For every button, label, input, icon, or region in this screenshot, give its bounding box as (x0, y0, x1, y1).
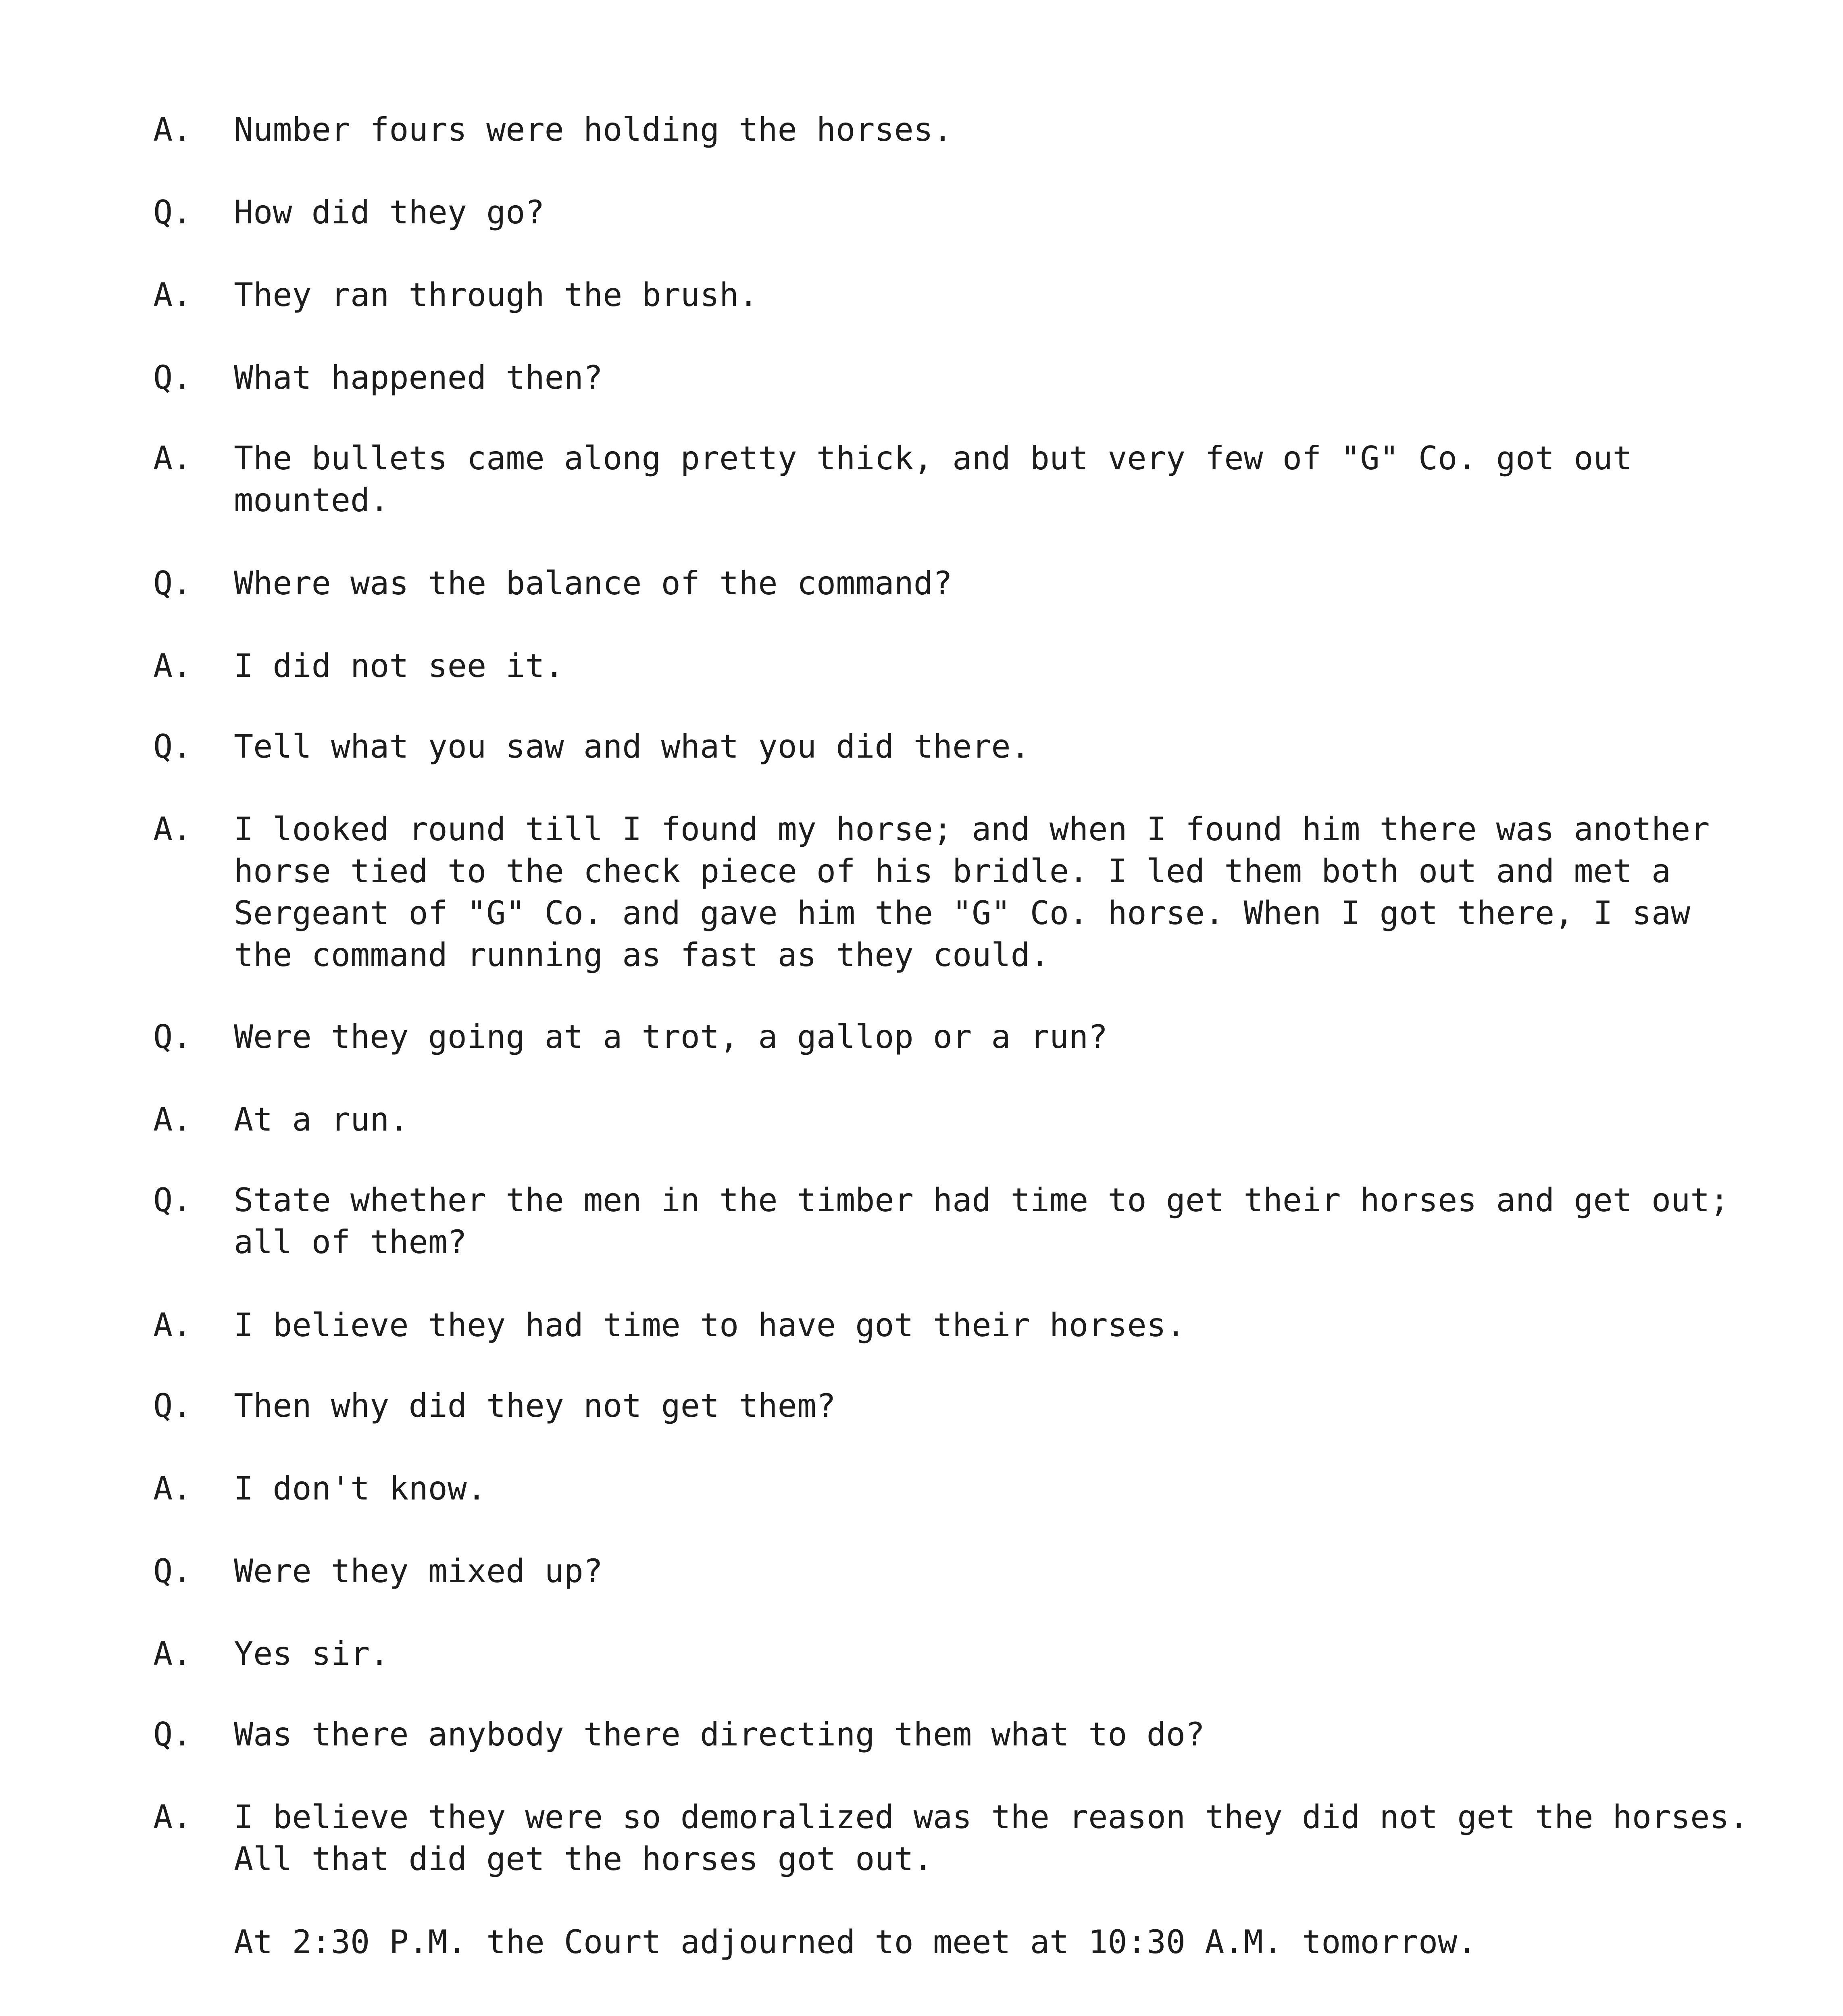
answer-text: They ran through the brush. (234, 276, 758, 314)
qa-entry-12 (153, 1179, 1750, 1263)
qa-entry-19 (153, 1796, 1750, 1880)
speaker-mark: A. (153, 1470, 192, 1507)
qa-entry-4 (153, 357, 1750, 399)
speaker-mark: Q. (153, 564, 192, 602)
qa-entry-16 (153, 1550, 1750, 1592)
question-text: What happened then? (234, 359, 603, 396)
speaker-mark: Q. (153, 1387, 192, 1425)
qa-entry-18 (153, 1714, 1750, 1756)
speaker-mark: A. (153, 111, 192, 148)
answer-text: I don't know. (234, 1470, 487, 1507)
speaker-mark: Q. (153, 1018, 192, 1056)
speaker-mark: A. (153, 439, 192, 477)
speaker-mark: A. (153, 1798, 192, 1836)
question-text: Then why did they not get them? (234, 1387, 836, 1425)
qa-entry-6 (153, 562, 1750, 604)
speaker-mark: A. (153, 810, 192, 848)
speaker-mark: Q. (153, 359, 192, 396)
qa-entry-11 (153, 1099, 1750, 1141)
speaker-mark: A. (153, 1101, 192, 1138)
speaker-mark: Q. (153, 1552, 192, 1590)
adjournment-note: At 2:30 P.M. the Court adjourned to meet at 10:30 A.M. tomorrow. (234, 1923, 1477, 1961)
answer-text: I looked round till I found my horse; and when I found him there was another horse tied to the check piece of his bridle. I led them both out and met a Sergeant of "G" Co. and gave him the "G" Co. horse. When I got there, I saw the command running as fast as they could. (234, 810, 1710, 974)
answer-text: At a run. (234, 1101, 409, 1138)
speaker-mark: A. (153, 647, 192, 685)
speaker-mark: A. (153, 276, 192, 314)
answer-text: Yes sir. (234, 1635, 389, 1672)
question-text: State whether the men in the timber had time to get their horses and get out; all of them? (234, 1181, 1729, 1261)
qa-entry-15 (153, 1468, 1750, 1510)
qa-entry-9 (153, 808, 1750, 976)
answer-text: I did not see it. (234, 647, 564, 685)
qa-entry-3 (153, 274, 1750, 316)
answer-text: Number fours were holding the horses. (234, 111, 953, 148)
question-text: Was there anybody there directing them what to do? (234, 1716, 1205, 1753)
speaker-mark: A. (153, 1635, 192, 1672)
qa-entry-14 (153, 1385, 1750, 1427)
qa-entry-10 (153, 1016, 1750, 1058)
speaker-mark: Q. (153, 728, 192, 765)
qa-entry-8 (153, 726, 1750, 768)
answer-text: I believe they were so demoralized was the reason they did not get the horses. All that did get the horses got out. (234, 1798, 1749, 1878)
question-text: Were they mixed up? (234, 1552, 603, 1590)
qa-entry-5 (153, 437, 1750, 521)
qa-entry-1 (153, 109, 1750, 151)
qa-entry-2 (153, 192, 1750, 233)
qa-entry-13 (153, 1304, 1750, 1346)
speaker-mark: Q. (153, 1181, 192, 1219)
answer-text: The bullets came along pretty thick, and but very few of "G" Co. got out mounted. (234, 439, 1632, 519)
question-text: Tell what you saw and what you did there. (234, 728, 1030, 765)
qa-entry-17 (153, 1633, 1750, 1675)
qa-entry-7 (153, 645, 1750, 687)
speaker-mark: A. (153, 1306, 192, 1344)
speaker-mark: Q. (153, 194, 192, 231)
question-text: Were they going at a trot, a gallop or a run? (234, 1018, 1108, 1056)
speaker-mark: Q. (153, 1716, 192, 1753)
answer-text: I believe they had time to have got their horses. (234, 1306, 1186, 1344)
question-text: How did they go? (234, 194, 545, 231)
question-text: Where was the balance of the command? (234, 564, 953, 602)
